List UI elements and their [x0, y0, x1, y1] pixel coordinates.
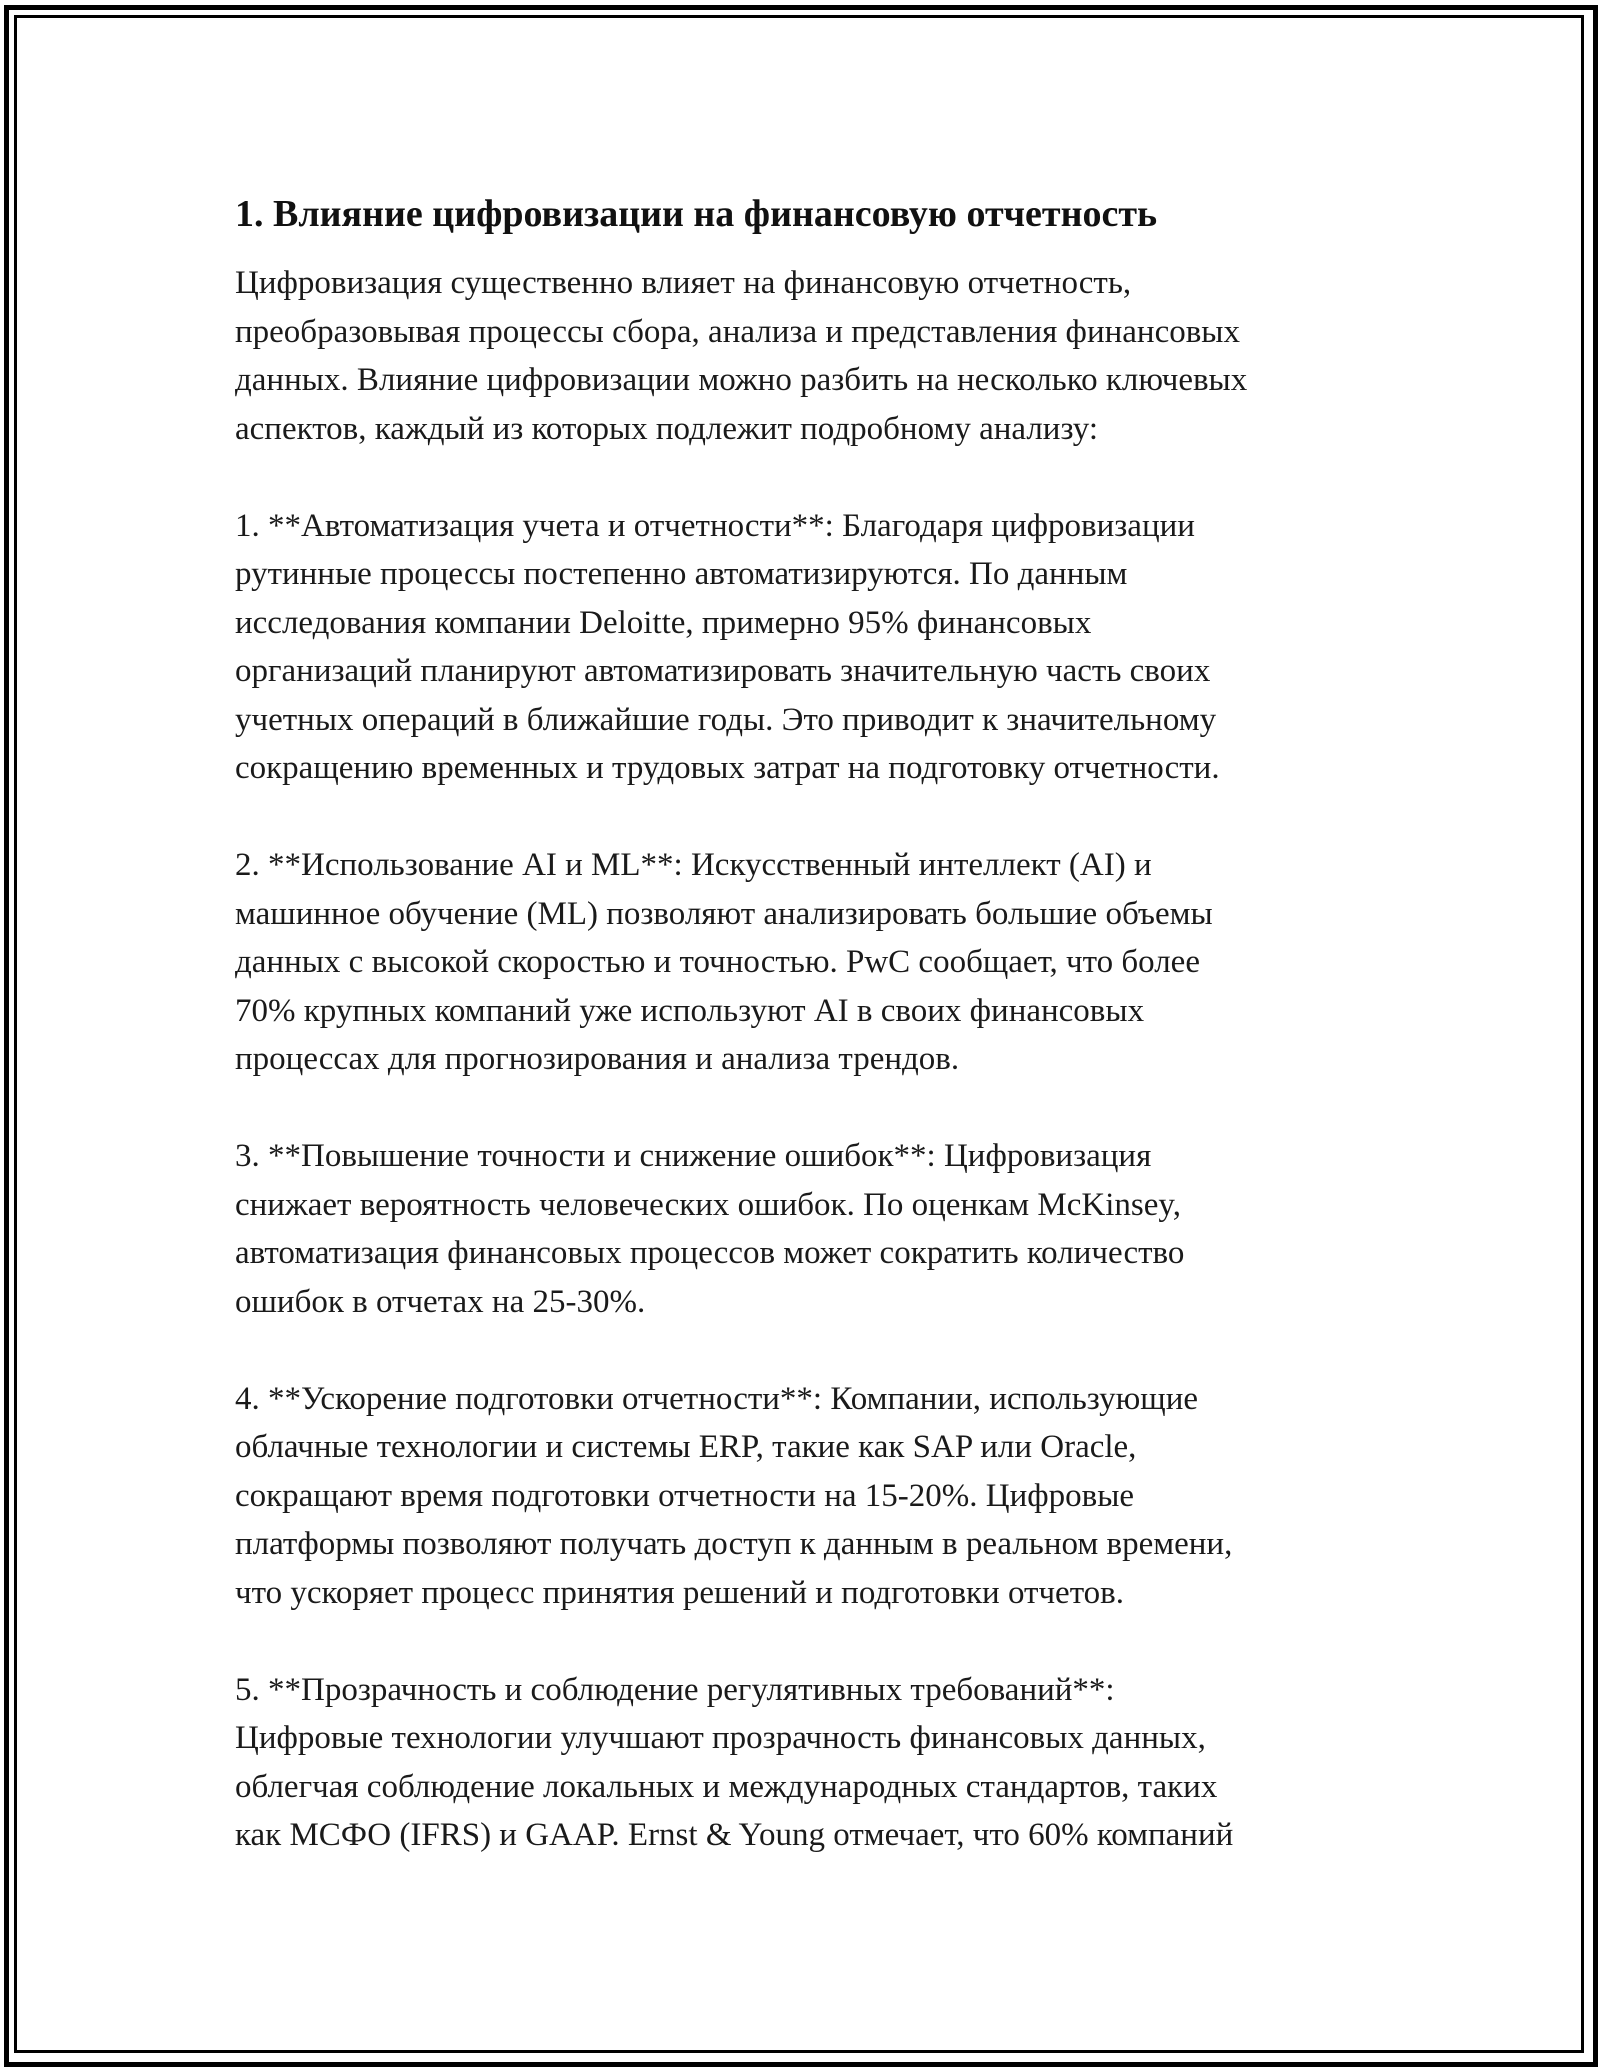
- text-line: сокращают время подготовки отчетности на 15-20%. Цифровые: [235, 1477, 1135, 1514]
- text-line: как МСФО (IFRS) и GAAP. Ernst & Young отмечает, что 60% компаний: [235, 1817, 1234, 1853]
- list-item-speed: [235, 1375, 1395, 1618]
- text-line: рутинные процессы постепенно автоматизируются. По данным: [235, 556, 1128, 592]
- text-line: 70% крупных компаний уже используют AI в своих финансовых: [235, 992, 1145, 1029]
- text-line: данных. Влияние цифровизации можно разбить на несколько ключевых: [235, 362, 1248, 398]
- text-line: аспектов, каждый из которых подлежит подробному анализу:: [235, 410, 1099, 447]
- text-line: Цифровизация существенно влияет на финансовую отчетность,: [235, 265, 1132, 301]
- text-line: платформы позволяют получать доступ к данным в реальном времени,: [235, 1526, 1233, 1562]
- text-line: что ускоряет процесс принятия решений и подготовки отчетов.: [235, 1574, 1125, 1611]
- text-line: 4. **Ускорение подготовки отчетности**: Компании, использующие: [235, 1380, 1199, 1417]
- text-line: 3. **Повышение точности и снижение ошибок**: Цифровизация: [235, 1138, 1152, 1174]
- text-line: ошибок в отчетах на 25-30%.: [235, 1283, 646, 1320]
- text-line: снижает вероятность человеческих ошибок. По оценкам McKinsey,: [235, 1186, 1182, 1223]
- document-body: [235, 185, 1395, 1908]
- list-item-ai-ml: [235, 841, 1395, 1084]
- text-line: 1. **Автоматизация учета и отчетности**: Благодаря цифровизации: [235, 507, 1195, 544]
- text-line: процессах для прогнозирования и анализа трендов.: [235, 1041, 960, 1077]
- text-line: автоматизация финансовых процессов может сократить количество: [235, 1235, 1185, 1271]
- text-line: машинное обучение (ML) позволяют анализировать большие объемы: [235, 895, 1213, 932]
- list-item-automation: [235, 502, 1395, 793]
- text-line: облачные технологии и системы ERP, такие как SAP или Oracle,: [235, 1429, 1137, 1465]
- text-line: 5. **Прозрачность и соблюдение регулятивных требований**:: [235, 1671, 1115, 1708]
- text-line: данных с высокой скоростью и точностью. PwC сообщает, что более: [235, 944, 1200, 980]
- text-line: исследования компании Deloitte, примерно 95% финансовых: [235, 604, 1092, 641]
- list-item-accuracy: [235, 1132, 1395, 1326]
- text-line: Цифровые технологии улучшают прозрачность финансовых данных,: [235, 1720, 1206, 1756]
- text-line: преобразовывая процессы сбора, анализа и представления финансовых: [235, 313, 1240, 350]
- section-heading: 1. Влияние цифровизации на финансовую отчетность: [235, 193, 1158, 235]
- list-item-transparency: [235, 1666, 1395, 1860]
- text-line: облегчая соблюдение локальных и международных стандартов, таких: [235, 1768, 1218, 1805]
- text-line: организаций планируют автоматизировать значительную часть своих: [235, 653, 1211, 689]
- text-line: учетных операций в ближайшие годы. Это приводит к значительному: [235, 701, 1217, 738]
- intro-paragraph: [235, 259, 1395, 453]
- text-line: 2. **Использование AI и ML**: Искусственный интеллект (AI) и: [235, 847, 1152, 883]
- text-line: сокращению временных и трудовых затрат на подготовку отчетности.: [235, 750, 1220, 786]
